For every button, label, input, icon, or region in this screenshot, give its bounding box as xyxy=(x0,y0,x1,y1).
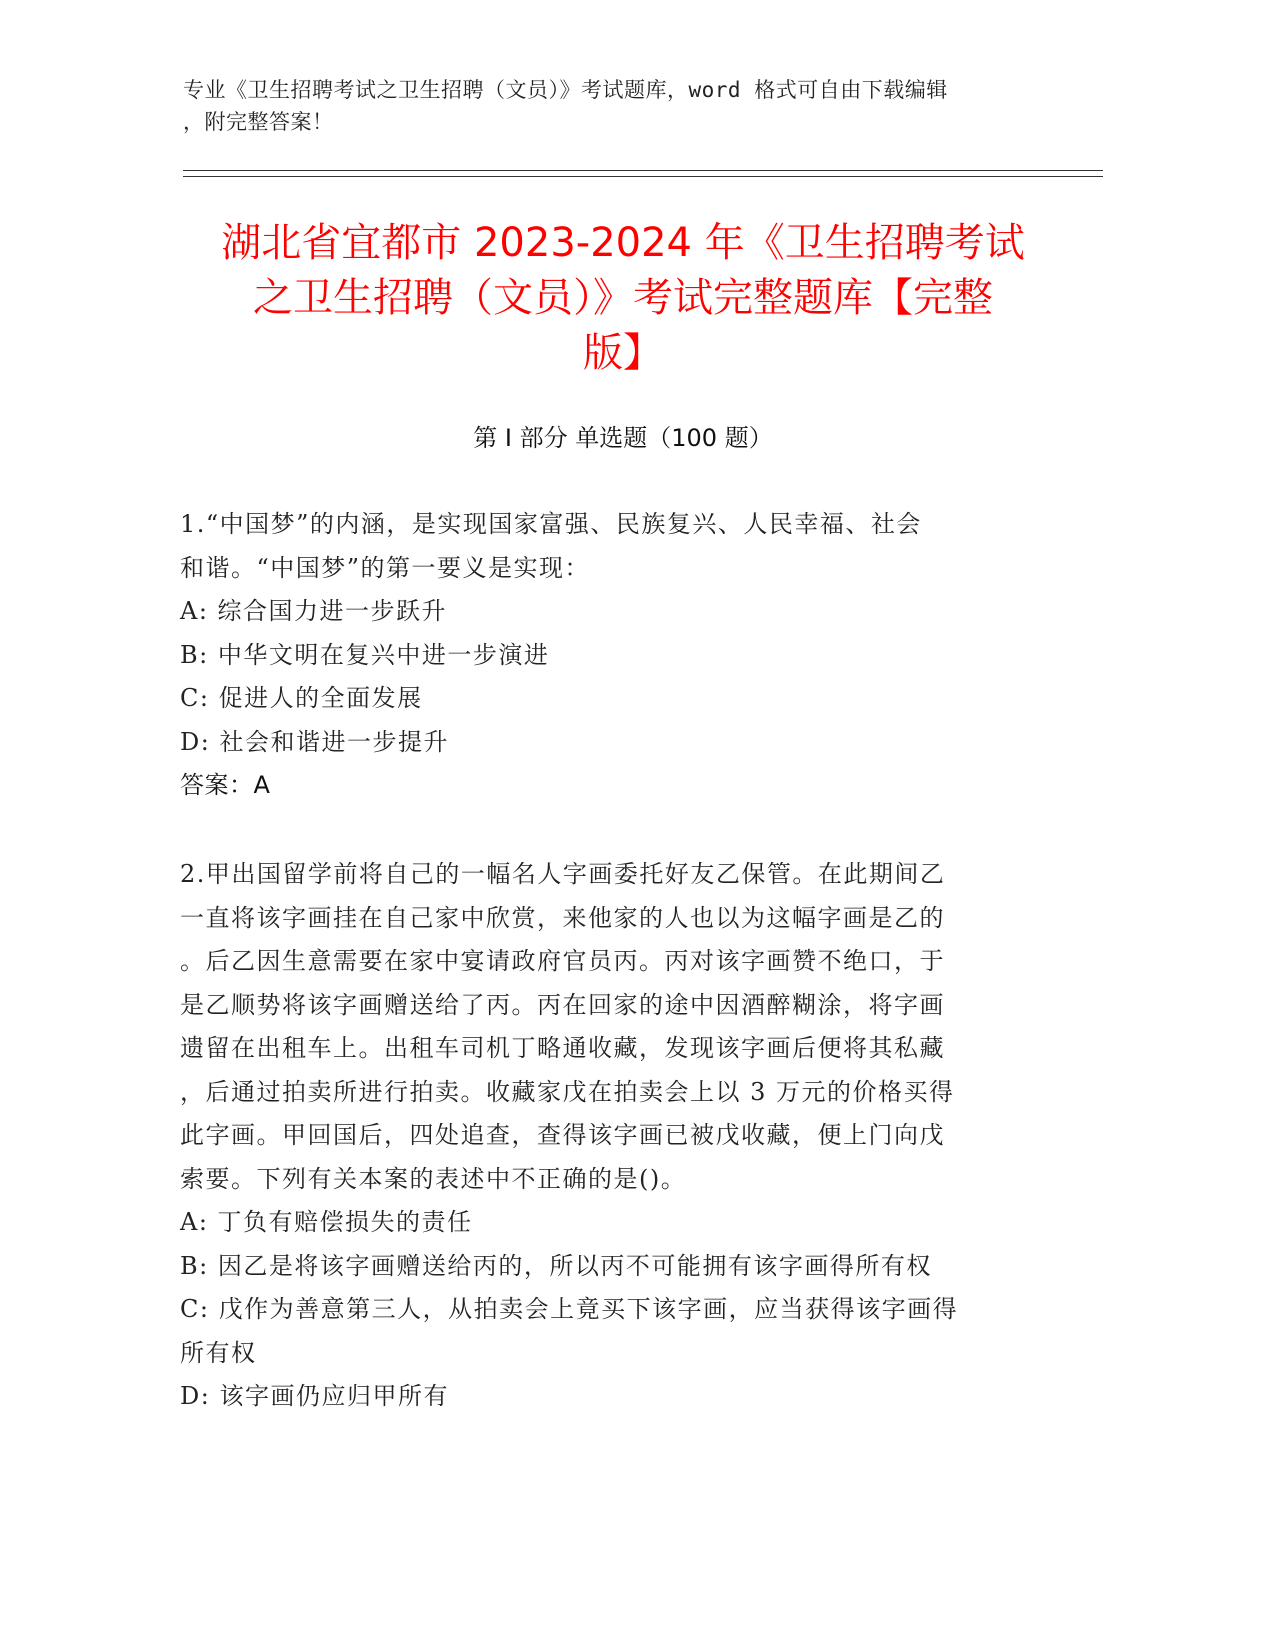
question-stem-line: 此字画。甲回国后，四处追查，查得该字画已被戊收藏，便上门向戊 xyxy=(180,1121,945,1149)
option-b: B: 中华文明在复兴中进一步演进 xyxy=(180,640,550,669)
document-title xyxy=(183,216,1063,381)
question-stem-line: 一直将该字画挂在自己家中欣赏，来他家的人也以为这幅字画是乙的 xyxy=(180,903,945,932)
question-stem-line: 是乙顺势将该字画赠送给了丙。丙在回家的途中因酒醉糊涂，将字画 xyxy=(180,990,945,1019)
option-d: D: 该字画仍应归甲所有 xyxy=(180,1382,449,1410)
header-note-line: ，附完整答案！ xyxy=(183,110,334,134)
header-note-line: 专业《卫生招聘考试之卫生招聘（文员）》考试题库，word 格式可自由下载编辑 xyxy=(183,78,948,102)
answer-line: 答案：A xyxy=(180,771,271,799)
option-d: D: 社会和谐进一步提升 xyxy=(180,727,449,756)
question-stem-line: 1.“中国梦”的内涵，是实现国家富强、民族复兴、人民幸福、社会 xyxy=(180,510,922,538)
title-line: 之卫生招聘（文员）》考试完整题库【完整 xyxy=(253,275,993,321)
header-divider xyxy=(183,170,1103,171)
option-a: A: 丁负有赔偿损失的责任 xyxy=(180,1208,473,1236)
question-stem-line: ，后通过拍卖所进行拍卖。收藏家戊在拍卖会上以 3 万元的价格买得 xyxy=(180,1077,955,1106)
option-b: B: 因乙是将该字画赠送给丙的，所以丙不可能拥有该字画得所有权 xyxy=(180,1251,932,1280)
title-line: 版】 xyxy=(583,330,663,376)
question-1 xyxy=(180,503,1050,808)
question-stem-line: 遗留在出租车上。出租车司机丁略通收藏，发现该字画后便将其私藏 xyxy=(180,1034,945,1062)
section-heading: 第 I 部分 单选题（100 题） xyxy=(473,424,773,452)
question-stem-line: 和谐。“中国梦”的第一要义是实现： xyxy=(180,553,591,582)
question-2 xyxy=(180,853,1050,1419)
option-a: A: 综合国力进一步跃升 xyxy=(180,597,448,625)
option-c: C: 戊作为善意第三人，从拍卖会上竟买下该字画，应当获得该字画得 xyxy=(180,1295,959,1323)
option-c-continued: 所有权 xyxy=(180,1338,257,1367)
title-line: 湖北省宜都市 2023-2024 年《卫生招聘考试 xyxy=(221,220,1025,266)
question-stem-line: 2.甲出国留学前将自己的一幅名人字画委托好友乙保管。在此期间乙 xyxy=(180,860,946,888)
header-divider xyxy=(183,176,1103,177)
header-note xyxy=(183,74,1043,138)
question-stem-line: 索要。下列有关本案的表述中不正确的是()。 xyxy=(180,1164,687,1193)
option-c: C: 促进人的全面发展 xyxy=(180,684,423,712)
question-stem-line: 。后乙因生意需要在家中宴请政府官员丙。丙对该字画赞不绝口，于 xyxy=(180,947,945,975)
